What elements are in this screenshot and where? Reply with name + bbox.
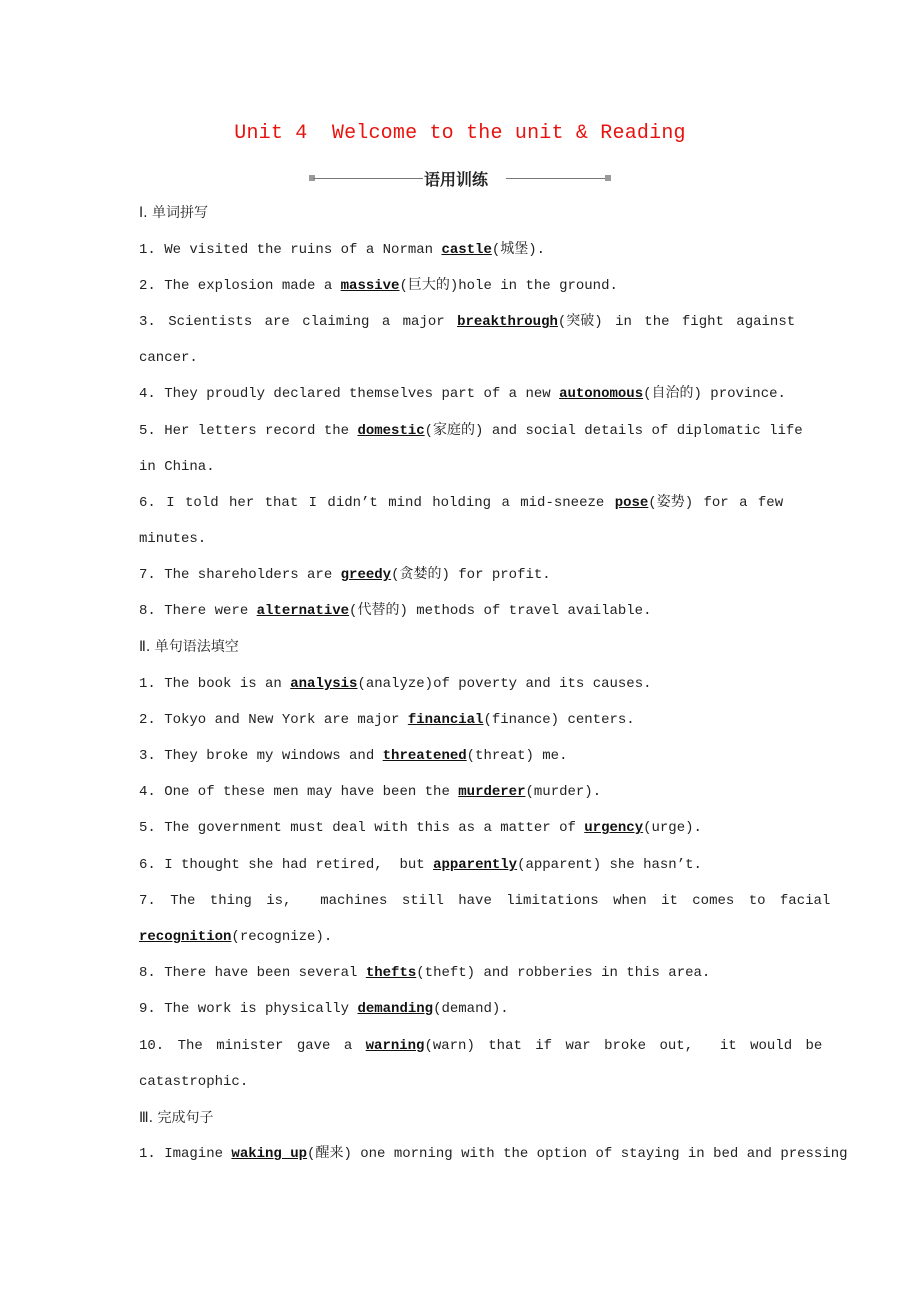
exercise-item: 2. The explosion made a massive(巨大的)hole in the ground. <box>139 278 618 294</box>
section-heading-grammar-fill: Ⅱ. 单句语法填空 <box>139 639 239 655</box>
exercise-item: 10. The minister gave a warning(warn) that if war broke out, it would be <box>139 1038 823 1054</box>
answer: recognition <box>139 929 232 945</box>
exercise-item-continued: in China. <box>139 459 215 475</box>
exercise-item: 4. They proudly declared themselves part of a new autonomous(自治的) province. <box>139 386 786 402</box>
exercise-item-continued: recognition(recognize). <box>139 929 333 945</box>
section-heading-word-spelling: Ⅰ. 单词拼写 <box>139 205 209 221</box>
answer: alternative <box>256 603 350 619</box>
exercise-item: 4. One of these men may have been the murderer(murder). <box>139 784 602 800</box>
title-text: Unit 4 Welcome to the unit & Reading <box>234 122 686 145</box>
exercise-item: 6. I thought she had retired, but apparently(apparent) she hasn’t. <box>139 857 702 873</box>
answer: analysis <box>290 676 358 692</box>
exercise-item: 7. The shareholders are greedy(贪婪的) for profit. <box>139 567 551 583</box>
exercise-item-continued: minutes. <box>139 531 207 547</box>
answer: demanding <box>357 1001 434 1017</box>
exercise-item: 7. The thing is, machines still have limitations when it comes to facial <box>139 893 831 909</box>
exercise-item: 3. They broke my windows and threatened(threat) me. <box>139 748 568 764</box>
exercise-item: 1. Imagine waking up(醒来) one morning with the option of staying in bed and pressing <box>139 1146 848 1162</box>
page-title <box>0 122 920 145</box>
exercise-item-continued: catastrophic. <box>139 1074 249 1090</box>
exercise-item: 2. Tokyo and New York are major financial(finance) centers. <box>139 712 635 728</box>
exercise-item: 8. There were alternative(代替的) methods of travel available. <box>139 603 652 619</box>
section-heading-complete-sentences: Ⅲ. 完成句子 <box>139 1110 214 1126</box>
answer: apparently <box>433 857 518 873</box>
answer: pose <box>614 495 649 511</box>
answer: waking up <box>231 1146 308 1162</box>
answer: urgency <box>584 820 644 836</box>
exercise-item: 5. The government must deal with this as a matter of urgency(urge). <box>139 820 702 836</box>
section-banner <box>0 165 920 193</box>
exercise-item: 1. We visited the ruins of a Norman castle(城堡). <box>139 242 546 258</box>
answer: greedy <box>340 567 392 583</box>
answer: massive <box>340 278 400 294</box>
answer: thefts <box>365 965 417 981</box>
answer: warning <box>365 1038 425 1054</box>
exercise-item: 9. The work is physically demanding(demand). <box>139 1001 509 1017</box>
exercise-item: 1. The book is an analysis(analyze)of poverty and its causes. <box>139 676 652 692</box>
banner-left-rule <box>313 178 423 179</box>
exercise-item: 5. Her letters record the domestic(家庭的) and social details of diplomatic life <box>139 423 803 439</box>
answer: domestic <box>357 423 425 439</box>
answer: breakthrough <box>457 314 558 330</box>
answer: autonomous <box>559 386 644 402</box>
answer: murderer <box>458 784 526 800</box>
answer: threatened <box>382 748 467 764</box>
exercise-item: 6. I told her that I didn’t mind holding a mid-sneeze pose(姿势) for a few <box>139 495 784 511</box>
answer: castle <box>441 242 492 258</box>
exercise-item: 3. Scientists are claiming a major breakthrough(突破) in the fight against <box>139 314 796 330</box>
exercise-item: 8. There have been several thefts(theft) and robberies in this area. <box>139 965 711 981</box>
answer: financial <box>407 712 484 728</box>
exercise-item-continued: cancer. <box>139 350 198 366</box>
banner-right-rule <box>506 178 610 179</box>
banner-label: 语用训练 <box>424 170 489 189</box>
banner-right-ornament <box>605 175 611 181</box>
